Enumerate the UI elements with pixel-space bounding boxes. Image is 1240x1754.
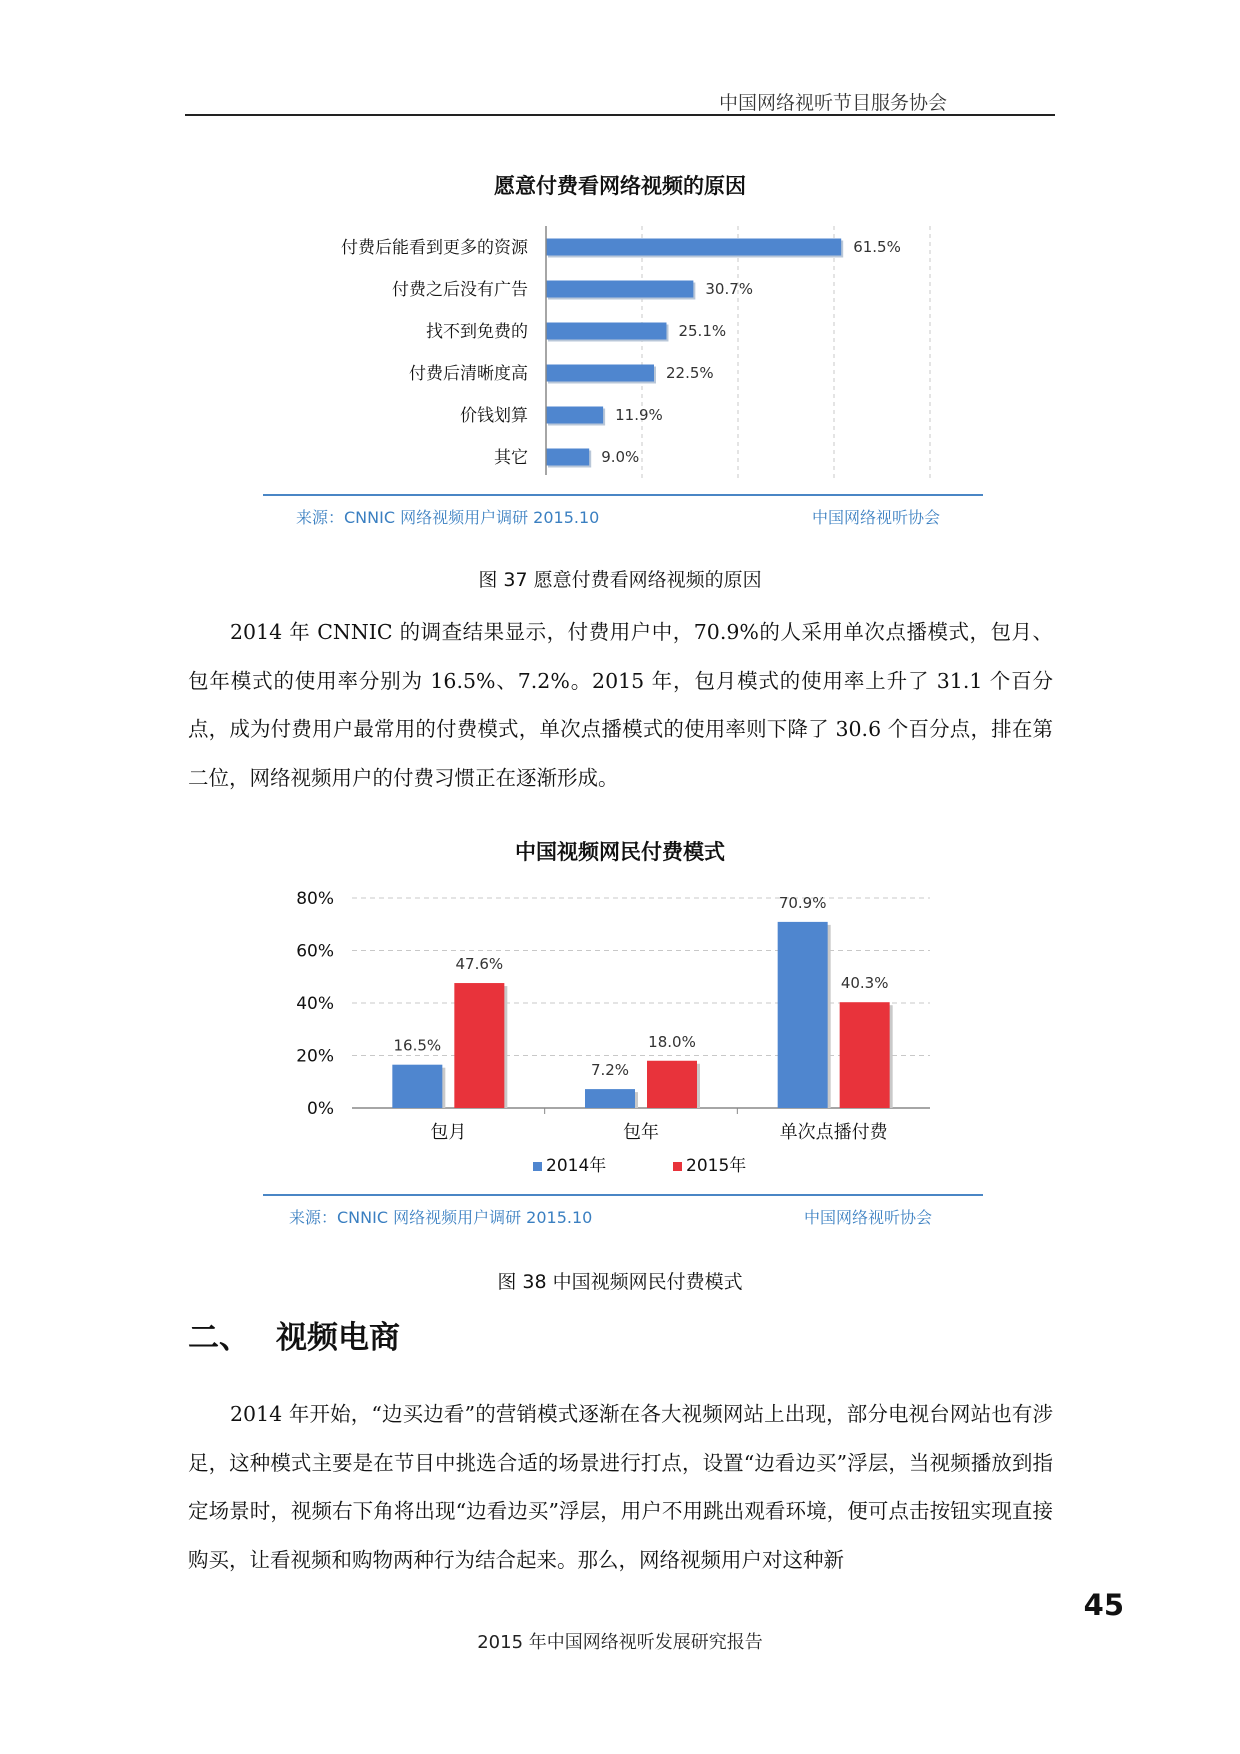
chart1-data-label: 30.7% [705,280,754,298]
chart2-caption: 图 38 中国视频网民付费模式 [497,1271,743,1293]
chart2-title: 中国视频网民付费模式 [515,840,725,864]
chart2-category-label: 包月 [430,1122,467,1143]
chart2-bar [840,1002,890,1108]
chart2-bar [392,1065,442,1108]
chart2-bar [585,1089,635,1108]
page-number: 45 [1083,1588,1124,1622]
chart2-bar [454,983,504,1108]
chart1-data-label: 61.5% [853,238,901,256]
chart1-category-label: 付费之后没有广告 [392,280,528,300]
chart2-data-label: 40.3% [840,974,889,993]
chart1-category-label: 价钱划算 [460,406,528,426]
chart2-y-tick: 20% [296,1046,334,1067]
chart1-data-label: 9.0% [601,448,640,466]
chart1-caption: 图 37 愿意付费看网络视频的原因 [478,569,762,591]
chart2-source-rule [263,1194,983,1196]
body-paragraph-2 [188,1390,1053,1584]
chart2-bar [647,1061,697,1108]
chart2-bar [778,922,828,1108]
chart2-category-labels [430,1121,888,1143]
chart2-data-label: 47.6% [455,955,504,974]
chart1-data-label: 25.1% [678,322,727,340]
paragraph-2-text: 2014 年开始，“边买边看”的营销模式逐渐在各大视频网站上出现，部分电视台网站也有涉足，这种模式主要是在节目中挑选合适的场景进行打点，设置“边看边买”浮层，当视频播放到指定场景时，视频右下角将出现“边看边买”浮层，用户不用跳出观看环境，便可点击按钮实现直接购买，让看视频和购物两种行为结合起来。那么，网络视频用户对这种新 [188,1402,1053,1572]
chart2-y-tick: 80% [296,889,334,909]
chart2-legend-swatch [533,1162,542,1171]
chart1-data-label: 22.5% [666,364,714,382]
chart2-y-tick: 40% [296,994,334,1014]
footer-title: 2015 年中国网络视听发展研究报告 [477,1632,763,1653]
chart1-category-label: 其它 [494,448,528,468]
section-heading [188,1312,400,1357]
header-org: 中国网络视听节目服务协会 [718,92,947,114]
chart2-y-tick: 0% [307,1099,334,1119]
chart1-title: 愿意付费看网络视频的原因 [494,174,746,198]
chart2-category-label: 包年 [623,1122,659,1143]
chart2-bars [392,922,892,1108]
chart2-source-org: 中国网络视听协会 [804,1208,933,1227]
chart2-category-label: 单次点播付费 [779,1122,888,1143]
chart2-y-ticks [296,889,334,1119]
chart1-category-label: 付费后清晰度高 [409,364,528,384]
chart2-data-label: 16.5% [393,1036,442,1055]
section-title: 视频电商 [276,1320,400,1356]
chart2-data-label: 7.2% [590,1061,630,1080]
section-number: 二、 [188,1320,250,1356]
chart1-data-label: 11.9% [615,406,663,424]
chart1-source-org: 中国网络视听协会 [812,508,941,527]
chart2-legend-label: 2015年 [686,1156,747,1176]
chart1-category-label: 找不到免费的 [426,322,528,342]
chart1-category-label: 付费后能看到更多的资源 [341,238,528,258]
chart2-data-label: 18.0% [648,1032,696,1051]
chart2-legend-swatch [673,1162,682,1171]
paragraph-1-text: 2014 年 CNNIC 的调查结果显示，付费用户中，70.9%的人采用单次点播模式，包月、包年模式的使用率分别为 16.5%、7.2%。2015 年，包月模式的使用率上升了 31.1 个百分点，成为付费用户最常用的付费模式，单次点播模式的使用率则下降了 30.6 个百分点，排在第二位，网络视频用户的付费习惯正在逐渐形成。 [188,620,1053,790]
chart1-source: 来源：CNNIC 网络视频用户调研 2015.10 [296,508,600,527]
chart2-source: 来源：CNNIC 网络视频用户调研 2015.10 [289,1208,593,1227]
chart2-legend [533,1155,746,1176]
chart2-y-tick: 60% [296,941,334,962]
chart2-data-label: 70.9% [778,893,827,912]
chart2-legend-label: 2014年 [546,1156,607,1176]
